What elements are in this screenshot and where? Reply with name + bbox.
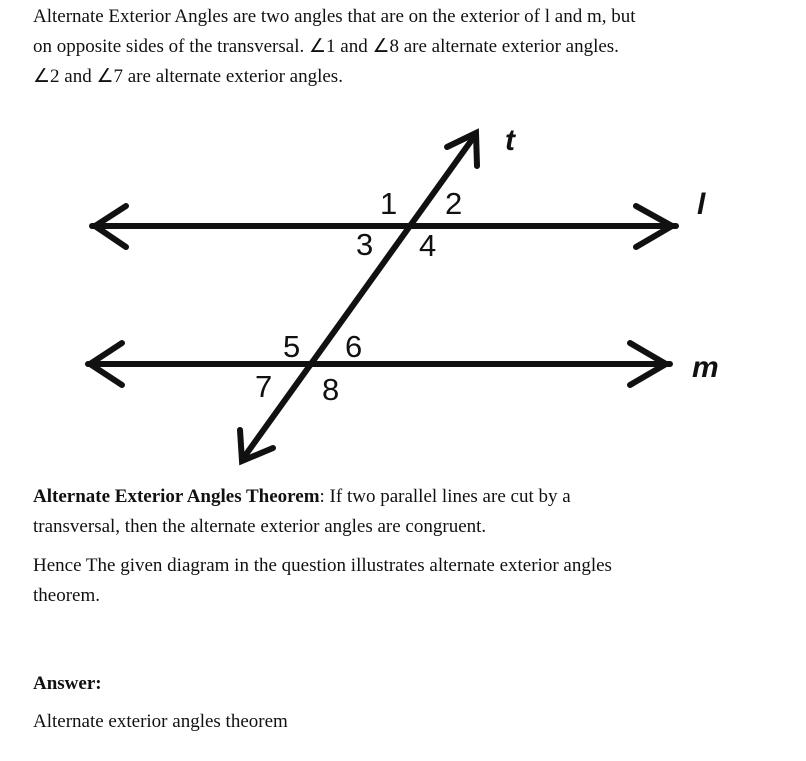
angle-8: 8 (322, 372, 340, 407)
label-l: l (697, 188, 706, 221)
theorem-title: Alternate Exterior Angles Theorem (33, 486, 320, 507)
intro-line-1: Alternate Exterior Angles are two angles that are on the exterior of l and m, but (33, 6, 636, 27)
angle-7: 7 (255, 369, 273, 404)
conclusion-line-1: Hence The given diagram in the question illustrates alternate exterior angles (33, 555, 612, 576)
answer-value: Alternate exterior angles theorem (33, 711, 288, 732)
theorem-text-1: : If two parallel lines are cut by a (319, 486, 571, 507)
transversal-t (242, 134, 476, 460)
angle-2: 2 (445, 186, 463, 221)
label-m: m (692, 351, 719, 384)
intro-line-2: on opposite sides of the transversal. ∠1 and ∠8 are alternate exterior angles. (33, 36, 619, 57)
conclusion-paragraph (33, 551, 793, 611)
theorem-text-2: transversal, then the alternate exterior angles are congruent. (33, 516, 487, 537)
intro-line-3: ∠2 and ∠7 are alternate exterior angles. (33, 66, 343, 87)
angle-3: 3 (356, 227, 374, 262)
label-t: t (505, 124, 515, 157)
theorem-paragraph (33, 482, 793, 542)
angle-4: 4 (419, 228, 437, 263)
angle-1: 1 (380, 186, 398, 221)
conclusion-line-2: theorem. (33, 585, 101, 606)
angle-6: 6 (345, 329, 363, 364)
answer-label: Answer: (33, 673, 102, 694)
angle-5: 5 (283, 329, 301, 364)
